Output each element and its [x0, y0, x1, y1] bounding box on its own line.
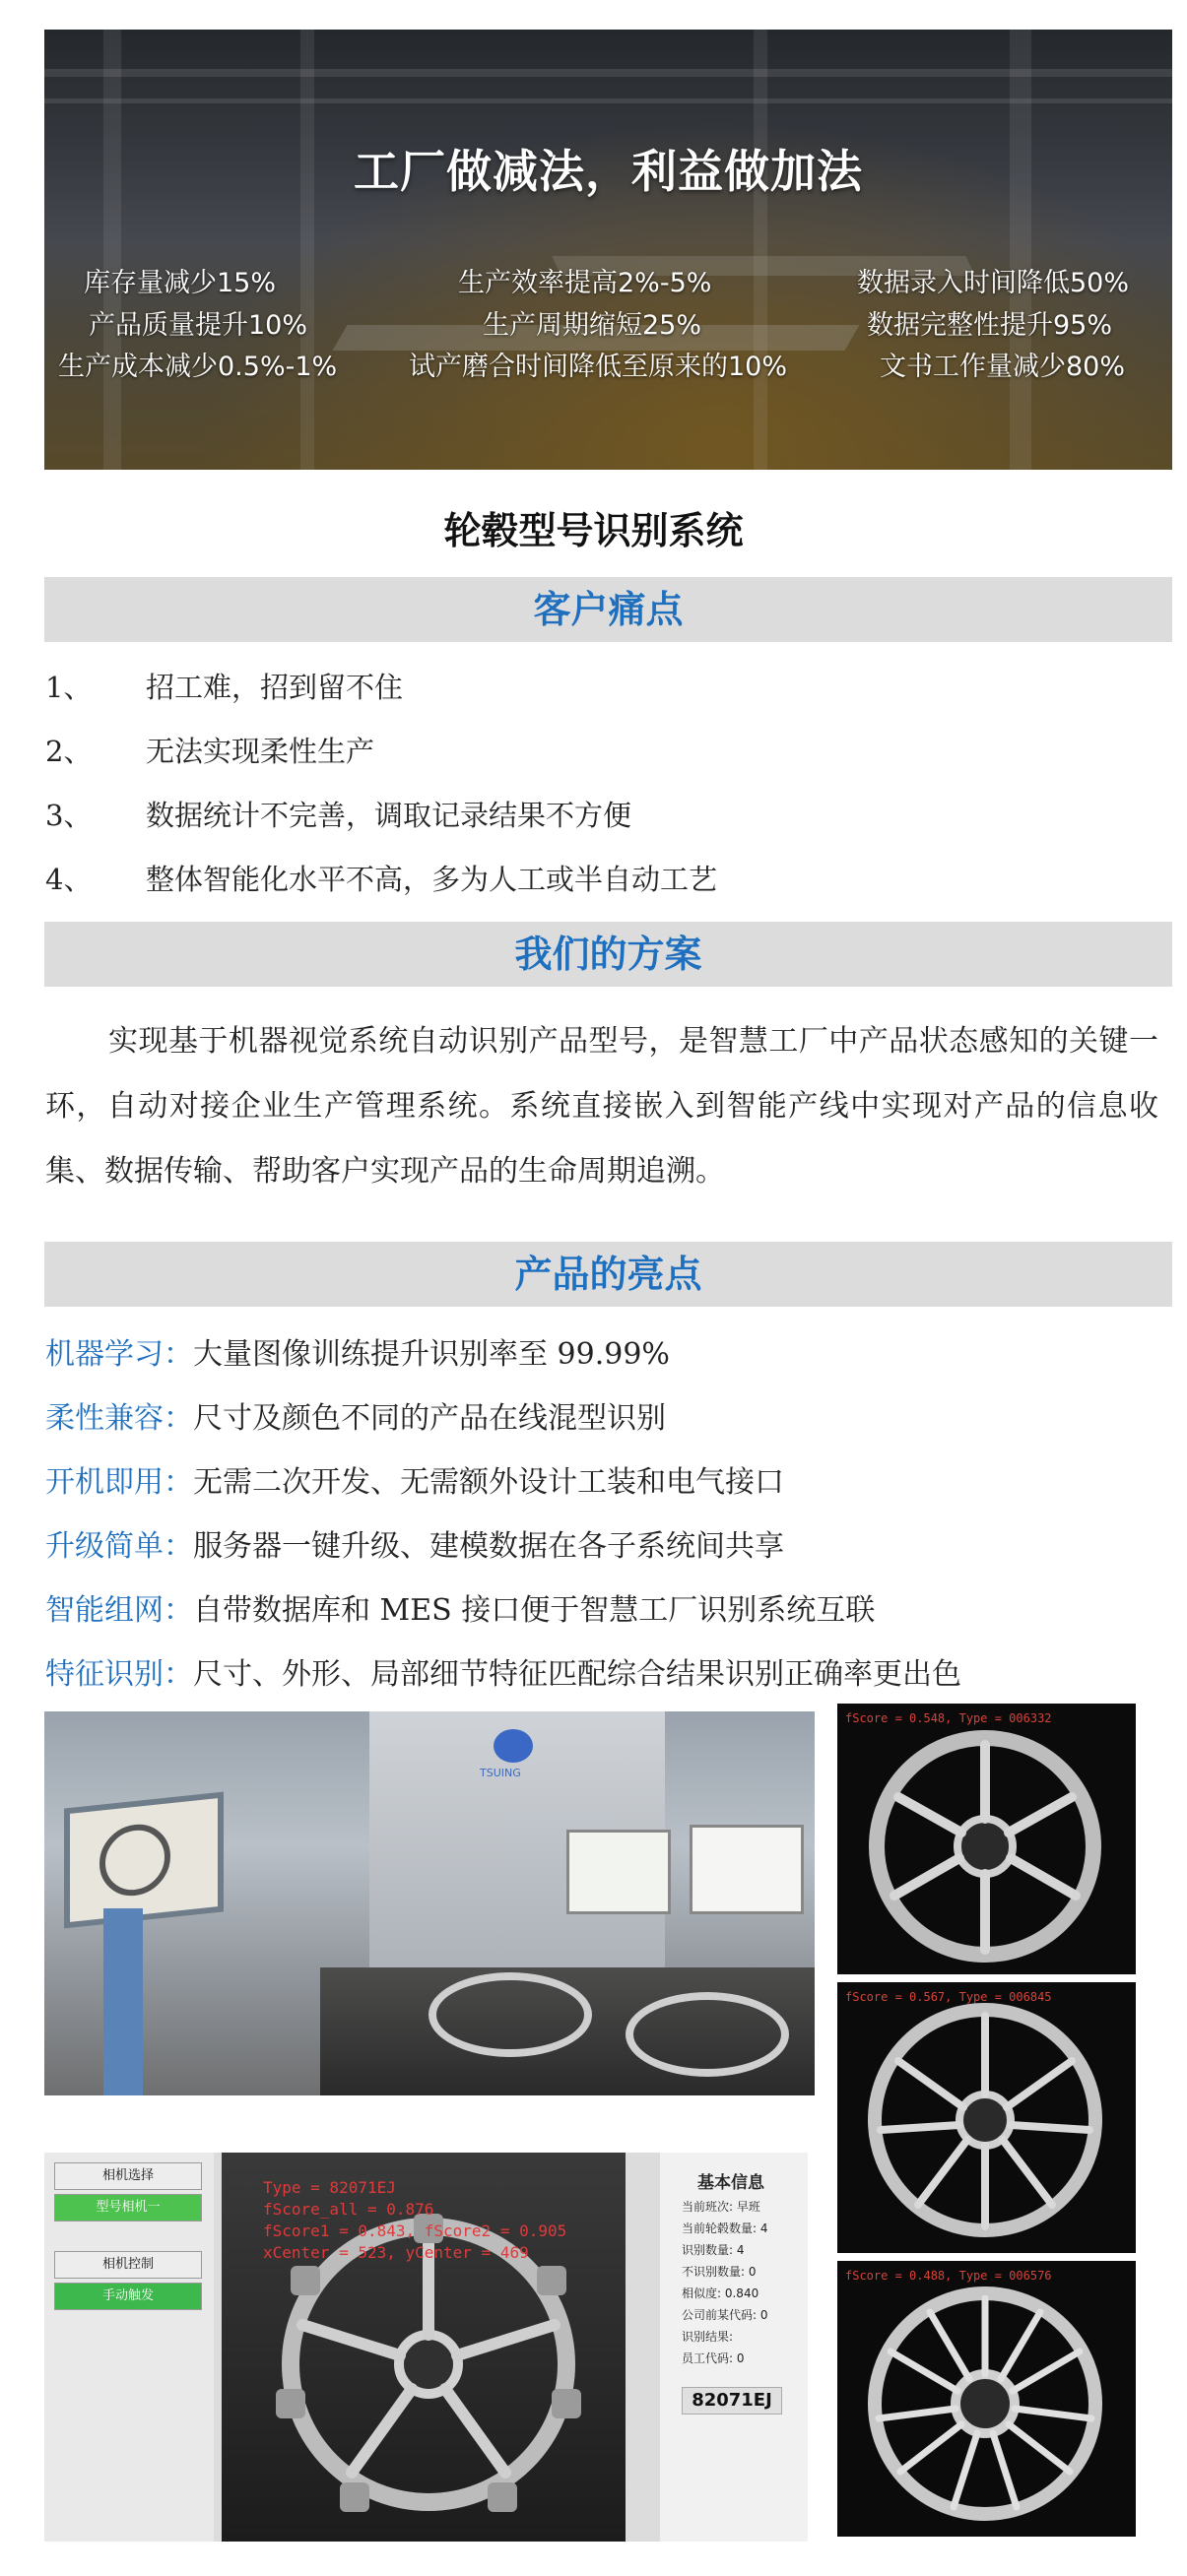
- highlight-text: 尺寸、外形、局部细节特征匹配综合结果识别正确率更出色: [193, 1657, 961, 1692]
- banner-stat: 生产效率提高2%-5%: [458, 268, 712, 298]
- info-line: 员工代码: 0: [682, 2351, 745, 2365]
- highlight-item: [45, 1521, 784, 1565]
- wheel-on-conveyor-icon: [626, 1992, 789, 2077]
- info-line: 当前班次: 早班: [682, 2200, 760, 2214]
- list-text: 招工难，招到留不住: [146, 671, 404, 704]
- hero-banner: [44, 30, 1172, 470]
- info-title: 基本信息: [697, 2173, 764, 2193]
- info-line: 相似度: 0.840: [682, 2286, 759, 2300]
- list-text: 整体智能化水平不高，多为人工或半自动工艺: [146, 863, 718, 896]
- info-line: 识别结果:: [682, 2330, 734, 2344]
- banner-stat: 产品质量提升10%: [89, 310, 308, 341]
- monitor-left: [566, 1830, 671, 1914]
- highlight-text: 自带数据库和 MES 接口便于智慧工厂识别系统互联: [193, 1593, 876, 1628]
- wheel-score: fScore = 0.488, Type = 006576: [845, 2269, 1052, 2283]
- camera-select-label: 相机选择: [54, 2162, 202, 2190]
- highlight-label: 开机即用：: [45, 1465, 193, 1500]
- banner-stat: 生产成本减少0.5%-1%: [58, 352, 338, 382]
- info-panel: [660, 2153, 808, 2542]
- highlight-text: 尺寸及颜色不同的产品在线混型识别: [193, 1401, 666, 1436]
- software-left-panel: [44, 2153, 214, 2542]
- banner-stat: 库存量减少15%: [84, 268, 277, 298]
- recognition-software-screenshot: [44, 2153, 808, 2542]
- wheel-on-screen-icon: [99, 1821, 170, 1900]
- highlight-item: [45, 1649, 961, 1693]
- highlight-item: [45, 1393, 666, 1437]
- terminal-stand: [103, 1908, 143, 2095]
- wheel-icon: [837, 1704, 1136, 1974]
- machine-logo-icon: [494, 1729, 533, 1763]
- list-item: [45, 666, 403, 706]
- camera-control-label: 相机控制: [54, 2251, 202, 2279]
- banner-stat: 生产周期缩短25%: [483, 310, 702, 341]
- page-title: 轮毂型号识别系统: [443, 509, 744, 552]
- machine-photo: [44, 1711, 815, 2095]
- manual-trigger-button[interactable]: 手动触发: [54, 2283, 202, 2310]
- wheel-on-conveyor-icon: [429, 1972, 592, 2057]
- highlight-item: [45, 1329, 670, 1373]
- machine-logo-text: TSUING: [480, 1767, 521, 1779]
- section-heading-solution: 我们的方案: [44, 922, 1172, 987]
- touch-terminal: [64, 1791, 224, 1928]
- monitor-right: [690, 1825, 804, 1914]
- overlay-type: Type = 82071EJ: [263, 2178, 396, 2197]
- info-line: 识别数量: 4: [682, 2243, 745, 2257]
- section-heading-pain-points: 客户痛点: [44, 577, 1172, 642]
- info-line: 公司前某代码: 0: [682, 2308, 768, 2322]
- info-line: 当前轮毂数量: 4: [682, 2222, 768, 2235]
- list-number: 1、: [45, 671, 93, 704]
- camera-view: [222, 2153, 626, 2542]
- highlight-label: 柔性兼容：: [45, 1401, 193, 1436]
- highlight-label: 机器学习：: [45, 1337, 193, 1372]
- wheel-image-1: [837, 1704, 1136, 1974]
- list-number: 3、: [45, 799, 93, 832]
- list-number: 4、: [45, 863, 93, 896]
- list-text: 无法实现柔性生产: [146, 735, 375, 768]
- wheel-image-2: [837, 1982, 1136, 2253]
- list-text: 数据统计不完善，调取记录结果不方便: [146, 799, 632, 832]
- wheel-icon: [837, 2261, 1136, 2537]
- wheel-image-3: [837, 2261, 1136, 2537]
- highlight-label: 智能组网：: [45, 1593, 193, 1628]
- recognized-code: 82071EJ: [682, 2387, 782, 2415]
- overlay-scores: fScore1 = 0.843, fScore2 = 0.905: [263, 2222, 567, 2240]
- highlight-item: [45, 1585, 875, 1629]
- overlay-score-all: fScore_all = 0.876: [263, 2200, 434, 2219]
- banner-shade: [44, 30, 1172, 470]
- highlight-label: 升级简单：: [45, 1529, 193, 1564]
- highlight-item: [45, 1457, 784, 1501]
- list-item: [45, 794, 631, 834]
- overlay-center: xCenter = 523, yCenter = 469: [263, 2243, 529, 2262]
- wheel-icon: [837, 1982, 1136, 2253]
- camera-one-button[interactable]: 型号相机一: [54, 2194, 202, 2222]
- banner-stat: 数据录入时间降低50%: [857, 268, 1130, 298]
- banner-stat: 数据完整性提升95%: [867, 310, 1113, 341]
- info-line: 不识别数量: 0: [682, 2265, 757, 2279]
- banner-title: 工厂做减法，利益做加法: [354, 145, 863, 198]
- list-item: [45, 730, 374, 770]
- list-item: [45, 858, 717, 898]
- section-heading-highlights: 产品的亮点: [44, 1242, 1172, 1307]
- banner-stat: 试产磨合时间降低至原来的10%: [409, 352, 788, 382]
- highlight-text: 服务器一键升级、建模数据在各子系统间共享: [193, 1529, 784, 1564]
- highlight-text: 无需二次开发、无需额外设计工装和电气接口: [193, 1465, 784, 1500]
- wheel-score: fScore = 0.567, Type = 006845: [845, 1990, 1052, 2004]
- wheel-score: fScore = 0.548, Type = 006332: [845, 1711, 1052, 1725]
- solution-paragraph: 实现基于机器视觉系统自动识别产品型号，是智慧工厂中产品状态感知的关键一环，自动对接企业生产管理系统。系统直接嵌入到智能产线中实现对产品的信息收集、数据传输、帮助客户实现产品的生命周期追溯。: [45, 1024, 1158, 1189]
- list-number: 2、: [45, 735, 93, 768]
- highlight-label: 特征识别：: [45, 1657, 193, 1692]
- banner-stat: 文书工作量减少80%: [880, 352, 1126, 382]
- highlight-text: 大量图像训练提升识别率至 99.99%: [193, 1337, 670, 1372]
